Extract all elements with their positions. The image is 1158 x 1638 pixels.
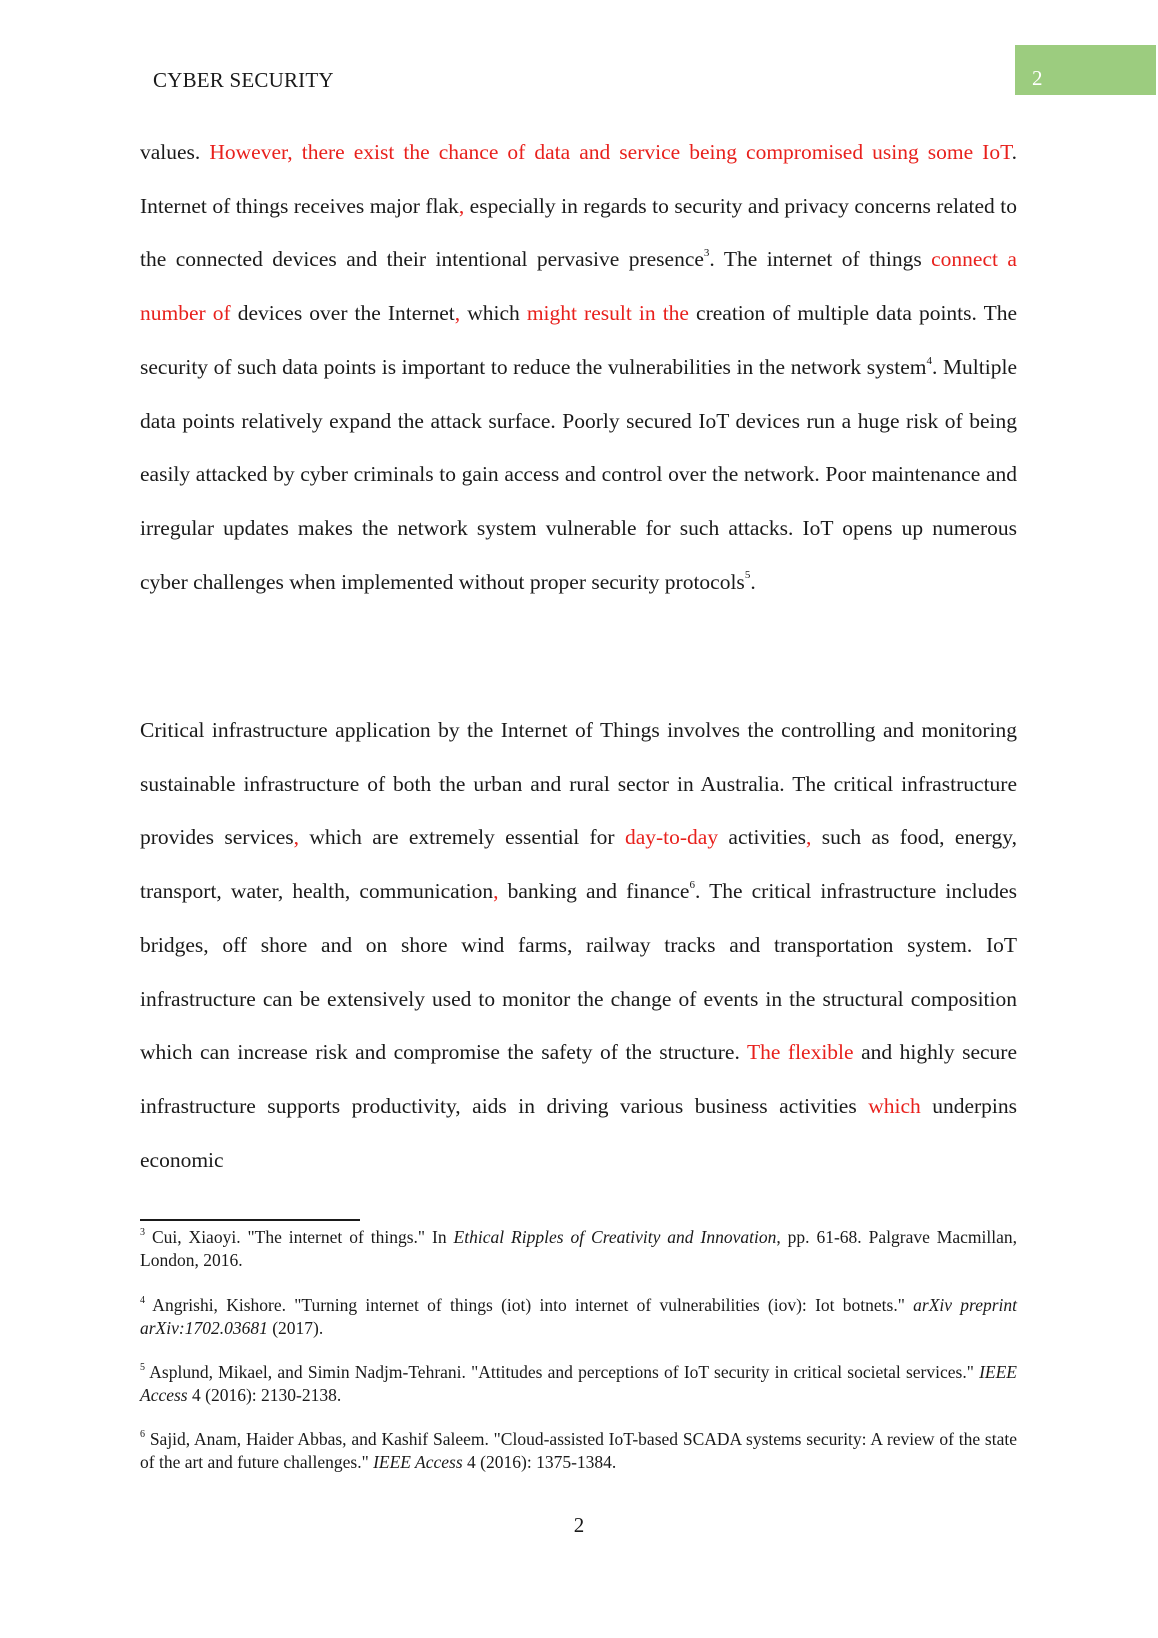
text-span: . Multiple data points relatively expand the attack surface. Poorly secured IoT devices run a huge risk of being easily attacked by cyber criminals to gain access and control over the network. Poor maintenance and irregular updates makes the network system vulnerable for such attacks. IoT opens up numerous cyber challenges when implemented without proper security protocols — [140, 354, 1017, 594]
page-number-badge-text: 2 — [1032, 66, 1043, 90]
footnote-ref-3[interactable]: 3 — [703, 247, 710, 260]
text-span: and highly secure infrastructure supports productivity, aids in driving various business activities — [140, 1040, 1018, 1118]
text-span: especially in regards to security and privacy concerns related to the connected devices and their intentional pervasive presence — [140, 193, 1018, 272]
footnote-source-title: IEEE Access — [140, 1362, 1017, 1405]
text-span: . The critical infrastructure includes bridges, off shore and on shore wind farms, railway tracks and transportation system. IoT infrastructure can be extensively used to monitor the change of events in the structural composition which can increase risk and compromise the safety of the structure. — [140, 879, 1018, 1065]
footnote-ref-5[interactable]: 5 — [744, 569, 751, 582]
text-span: Critical infrastructure application by the Internet of Things involves the controlling and monitoring sustainable infrastructure of both the urban and rural sector in Australia. The critical infrastructure provides services — [140, 718, 1017, 850]
running-header-title: CYBER SECURITY — [153, 68, 334, 92]
footnote-number: 5 — [140, 1362, 145, 1374]
footnote-text: Cui, Xiaoyi. "The internet of things." In — [145, 1227, 454, 1247]
footnote-source-title: IEEE Access — [373, 1451, 463, 1472]
footnote-text: 4 (2016): 1375-1384. — [462, 1451, 617, 1472]
highlighted-text: , — [454, 301, 461, 326]
text-span: such as food, energy, transport, water, health, communication — [140, 825, 1017, 904]
footnote-ref-4[interactable]: 4 — [926, 354, 932, 367]
highlighted-text: However, there exist the chance of data and service being compromised using some IoT — [209, 140, 1012, 164]
highlighted-text: , — [806, 825, 812, 850]
text-span: which — [460, 301, 527, 326]
footnote-4 — [140, 1294, 1017, 1339]
footnote-source-title: Ethical Ripples of Creativity and Innovation — [453, 1227, 777, 1247]
footnote-text: (2017). — [267, 1317, 324, 1338]
footnote-5 — [140, 1361, 1017, 1406]
highlighted-text: , — [458, 193, 465, 218]
text-span: devices over the Internet — [230, 301, 455, 326]
highlighted-text: might result in the — [526, 301, 689, 326]
page-number: 2 — [573, 1513, 585, 1537]
text-span: underpins economic — [140, 1093, 1017, 1172]
footnote-number: 6 — [140, 1429, 145, 1441]
footnote-text: Asplund, Mikael, and Simin Nadjm-Tehrani. "Attitudes and perceptions of IoT security in critical societal services." — [145, 1362, 980, 1382]
highlighted-text: , — [493, 879, 499, 904]
highlighted-text: connect a number of — [140, 247, 1017, 326]
footnote-text: Angrishi, Kishore. "Turning internet of things (iot) into internet of vulnerabilities (iov): Iot botnets." — [145, 1295, 914, 1315]
highlighted-text: which — [868, 1093, 921, 1118]
footnote-ref-6[interactable]: 6 — [689, 878, 695, 891]
highlighted-text: day-to-day — [624, 825, 719, 850]
footnote-3 — [140, 1226, 1017, 1271]
text-span: . The internet of things — [709, 247, 932, 272]
footnote-number: 4 — [140, 1295, 145, 1307]
footnote-text: 4 (2016): 2130-2138. — [187, 1384, 342, 1405]
body-paragraph-1 — [140, 126, 1017, 609]
footnote-text: Sajid, Anam, Haider Abbas, and Kashif Saleem. "Cloud-assisted IoT-based SCADA systems security: A review of the state of the art and future challenges." — [140, 1429, 1017, 1472]
text-span: banking and finance — [498, 879, 690, 904]
footnote-6 — [140, 1428, 1017, 1473]
footnote-source-title: arXiv preprint arXiv:1702.03681 — [140, 1295, 1018, 1338]
text-span: which are extremely essential for — [299, 825, 625, 850]
highlighted-text: , — [293, 825, 300, 850]
footnote-separator — [140, 1219, 360, 1221]
text-span: creation of multiple data points. The security of such data points is important to reduce the vulnerabilities in the network system — [140, 301, 1017, 379]
text-span: . — [750, 569, 756, 594]
text-span: activities — [718, 825, 807, 850]
body-paragraph-2 — [140, 704, 1017, 1187]
footnote-text: , pp. 61-68. Palgrave Macmillan, London, 2016. — [140, 1227, 1017, 1270]
text-span: . Internet of things receives major flak — [140, 140, 1017, 218]
highlighted-text: The flexible — [746, 1040, 854, 1065]
text-span: values. — [140, 140, 210, 164]
page-number-badge — [1015, 45, 1156, 95]
footnote-number: 3 — [140, 1227, 145, 1239]
